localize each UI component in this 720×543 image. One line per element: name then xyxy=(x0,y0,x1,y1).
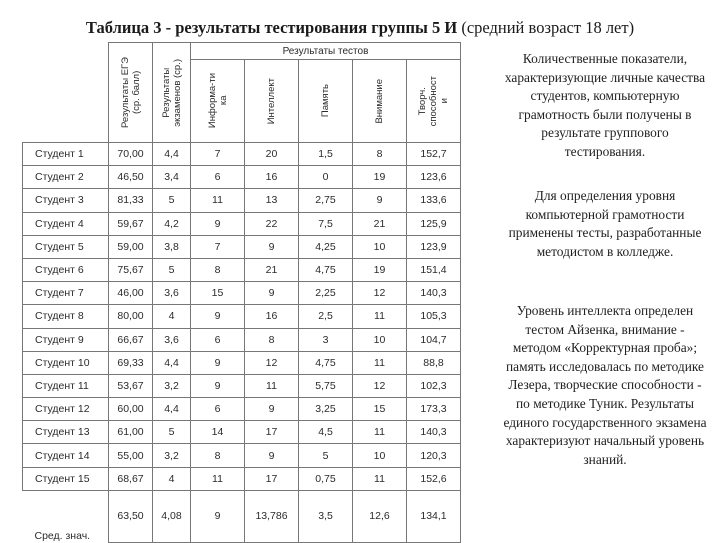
table-row xyxy=(23,166,461,189)
average-label: Сред. знач. xyxy=(23,490,109,542)
value-cell: 3,4 xyxy=(153,166,191,189)
paragraph-results: Количественные показатели, характеризующие личные качества студентов, компьютерную грамотность были получены в результате группового тестирования. xyxy=(504,51,706,159)
value-cell: 173,3 xyxy=(407,398,461,421)
value-cell: 120,3 xyxy=(407,444,461,467)
table-row xyxy=(23,235,461,258)
value-cell: 4,5 xyxy=(299,421,353,444)
value-cell: 133,6 xyxy=(407,189,461,212)
average-value-cell: 4,08 xyxy=(153,490,191,542)
average-value-cell: 13,786 xyxy=(245,490,299,542)
value-cell: 16 xyxy=(245,166,299,189)
value-cell: 10 xyxy=(353,235,407,258)
value-cell: 12 xyxy=(353,374,407,397)
value-cell: 9 xyxy=(191,212,245,235)
value-cell: 3,6 xyxy=(153,282,191,305)
value-cell: 3,25 xyxy=(299,398,353,421)
value-cell: 3 xyxy=(299,328,353,351)
value-cell: 88,8 xyxy=(407,351,461,374)
value-cell: 4 xyxy=(153,305,191,328)
value-cell: 12 xyxy=(245,351,299,374)
value-cell: 123,6 xyxy=(407,166,461,189)
value-cell: 9 xyxy=(191,351,245,374)
value-cell: 12 xyxy=(353,282,407,305)
average-value-cell: 134,1 xyxy=(407,490,461,542)
value-cell: 102,3 xyxy=(407,374,461,397)
value-cell: 11 xyxy=(353,305,407,328)
value-cell: 22 xyxy=(245,212,299,235)
value-cell: 104,7 xyxy=(407,328,461,351)
corner-cell xyxy=(23,43,109,143)
value-cell: 4,4 xyxy=(153,398,191,421)
value-cell: 19 xyxy=(353,258,407,281)
student-name-cell: Студент 15 xyxy=(23,467,109,490)
average-value-cell: 63,50 xyxy=(109,490,153,542)
paragraph-tests: Уровень интеллекта определен тестом Айзенка, внимание - методом «Корректурная проба»; память исследовалась по методике Лезера, творческие способности - по методике Туник. Результаты единого государственного экзамена характеризуют начальный уровень знаний. xyxy=(503,303,707,467)
value-cell: 17 xyxy=(245,421,299,444)
value-cell: 140,3 xyxy=(407,421,461,444)
value-cell: 21 xyxy=(353,212,407,235)
value-cell: 4 xyxy=(153,467,191,490)
value-cell: 15 xyxy=(353,398,407,421)
col-header-attention: Внимание xyxy=(353,60,407,143)
table-row xyxy=(23,305,461,328)
student-name-cell: Студент 8 xyxy=(23,305,109,328)
value-cell: 3,2 xyxy=(153,444,191,467)
value-cell: 5 xyxy=(153,421,191,444)
value-cell: 4,4 xyxy=(153,143,191,166)
value-cell: 105,3 xyxy=(407,305,461,328)
value-cell: 53,67 xyxy=(109,374,153,397)
value-cell: 7,5 xyxy=(299,212,353,235)
average-value-cell: 3,5 xyxy=(299,490,353,542)
value-cell: 4,25 xyxy=(299,235,353,258)
value-cell: 59,00 xyxy=(109,235,153,258)
value-cell: 0 xyxy=(299,166,353,189)
average-value-cell: 12,6 xyxy=(353,490,407,542)
value-cell: 3,2 xyxy=(153,374,191,397)
value-cell: 59,67 xyxy=(109,212,153,235)
table-row xyxy=(23,189,461,212)
value-cell: 8 xyxy=(191,258,245,281)
value-cell: 66,67 xyxy=(109,328,153,351)
value-cell: 5 xyxy=(299,444,353,467)
value-cell: 46,00 xyxy=(109,282,153,305)
value-cell: 11 xyxy=(353,467,407,490)
value-cell: 80,00 xyxy=(109,305,153,328)
value-cell: 7 xyxy=(191,143,245,166)
table-row xyxy=(23,328,461,351)
value-cell: 0,75 xyxy=(299,467,353,490)
table-title-paren: (средний возраст 18 лет) xyxy=(461,18,635,37)
student-name-cell: Студент 2 xyxy=(23,166,109,189)
table-row xyxy=(23,374,461,397)
value-cell: 20 xyxy=(245,143,299,166)
value-cell: 9 xyxy=(245,398,299,421)
value-cell: 61,00 xyxy=(109,421,153,444)
value-cell: 9 xyxy=(191,374,245,397)
value-cell: 9 xyxy=(245,444,299,467)
student-name-cell: Студент 7 xyxy=(23,282,109,305)
value-cell: 21 xyxy=(245,258,299,281)
value-cell: 9 xyxy=(245,235,299,258)
table-title-main: результаты тестирования группы 5 И xyxy=(175,18,458,37)
student-name-cell: Студент 12 xyxy=(23,398,109,421)
table-row xyxy=(23,398,461,421)
value-cell: 14 xyxy=(191,421,245,444)
value-cell: 152,7 xyxy=(407,143,461,166)
table-row xyxy=(23,212,461,235)
value-cell: 4,75 xyxy=(299,351,353,374)
table-row xyxy=(23,282,461,305)
value-cell: 8 xyxy=(191,444,245,467)
value-cell: 9 xyxy=(245,282,299,305)
table-row xyxy=(23,444,461,467)
col-header-exams: Результаты экзаменов (ср.) xyxy=(153,43,191,143)
value-cell: 46,50 xyxy=(109,166,153,189)
page-title xyxy=(0,18,720,38)
paragraph-methods: Для определения уровня компьютерной грамотности применены тесты, разработанные методистом в колледже. xyxy=(508,188,702,259)
table-body xyxy=(23,143,461,543)
value-cell: 151,4 xyxy=(407,258,461,281)
student-name-cell: Студент 10 xyxy=(23,351,109,374)
student-name-cell: Студент 1 xyxy=(23,143,109,166)
value-cell: 3,6 xyxy=(153,328,191,351)
table-row xyxy=(23,258,461,281)
col-header-ege: Результаты ЕГЭ (ср. балл) xyxy=(109,43,153,143)
table-row xyxy=(23,143,461,166)
value-cell: 5 xyxy=(153,258,191,281)
value-cell: 11 xyxy=(353,351,407,374)
value-cell: 11 xyxy=(245,374,299,397)
student-name-cell: Студент 6 xyxy=(23,258,109,281)
value-cell: 69,33 xyxy=(109,351,153,374)
value-cell: 9 xyxy=(353,189,407,212)
value-cell: 6 xyxy=(191,328,245,351)
value-cell: 81,33 xyxy=(109,189,153,212)
col-header-informatics: Информа-ти ка xyxy=(191,60,245,143)
value-cell: 4,2 xyxy=(153,212,191,235)
value-cell: 4,4 xyxy=(153,351,191,374)
average-value-cell: 9 xyxy=(191,490,245,542)
value-cell: 10 xyxy=(353,328,407,351)
value-cell: 8 xyxy=(353,143,407,166)
value-cell: 2,5 xyxy=(299,305,353,328)
table-row xyxy=(23,351,461,374)
value-cell: 11 xyxy=(191,467,245,490)
value-cell: 8 xyxy=(245,328,299,351)
value-cell: 7 xyxy=(191,235,245,258)
average-row xyxy=(23,490,461,542)
value-cell: 1,5 xyxy=(299,143,353,166)
value-cell: 4,75 xyxy=(299,258,353,281)
table-label: Таблица 3 - xyxy=(85,18,172,37)
value-cell: 6 xyxy=(191,166,245,189)
value-cell: 10 xyxy=(353,444,407,467)
value-cell: 68,67 xyxy=(109,467,153,490)
value-cell: 152,6 xyxy=(407,467,461,490)
student-name-cell: Студент 14 xyxy=(23,444,109,467)
col-group-tests: Результаты тестов xyxy=(191,43,461,60)
value-cell: 123,9 xyxy=(407,235,461,258)
value-cell: 55,00 xyxy=(109,444,153,467)
value-cell: 5 xyxy=(153,189,191,212)
value-cell: 9 xyxy=(191,305,245,328)
value-cell: 2,25 xyxy=(299,282,353,305)
student-name-cell: Студент 13 xyxy=(23,421,109,444)
student-name-cell: Студент 5 xyxy=(23,235,109,258)
value-cell: 60,00 xyxy=(109,398,153,421)
value-cell: 6 xyxy=(191,398,245,421)
student-name-cell: Студент 9 xyxy=(23,328,109,351)
value-cell: 13 xyxy=(245,189,299,212)
value-cell: 3,8 xyxy=(153,235,191,258)
value-cell: 15 xyxy=(191,282,245,305)
value-cell: 75,67 xyxy=(109,258,153,281)
table-row xyxy=(23,467,461,490)
col-header-memory: Память xyxy=(299,60,353,143)
value-cell: 11 xyxy=(191,189,245,212)
student-name-cell: Студент 3 xyxy=(23,189,109,212)
student-name-cell: Студент 11 xyxy=(23,374,109,397)
value-cell: 16 xyxy=(245,305,299,328)
col-header-creativity: Творч. способност и xyxy=(407,60,461,143)
student-name-cell: Студент 4 xyxy=(23,212,109,235)
col-header-intellect: Интеллект xyxy=(245,60,299,143)
value-cell: 5,75 xyxy=(299,374,353,397)
value-cell: 140,3 xyxy=(407,282,461,305)
value-cell: 2,75 xyxy=(299,189,353,212)
table-row xyxy=(23,421,461,444)
value-cell: 17 xyxy=(245,467,299,490)
value-cell: 125,9 xyxy=(407,212,461,235)
value-cell: 19 xyxy=(353,166,407,189)
value-cell: 11 xyxy=(353,421,407,444)
results-table xyxy=(22,42,461,543)
value-cell: 70,00 xyxy=(109,143,153,166)
